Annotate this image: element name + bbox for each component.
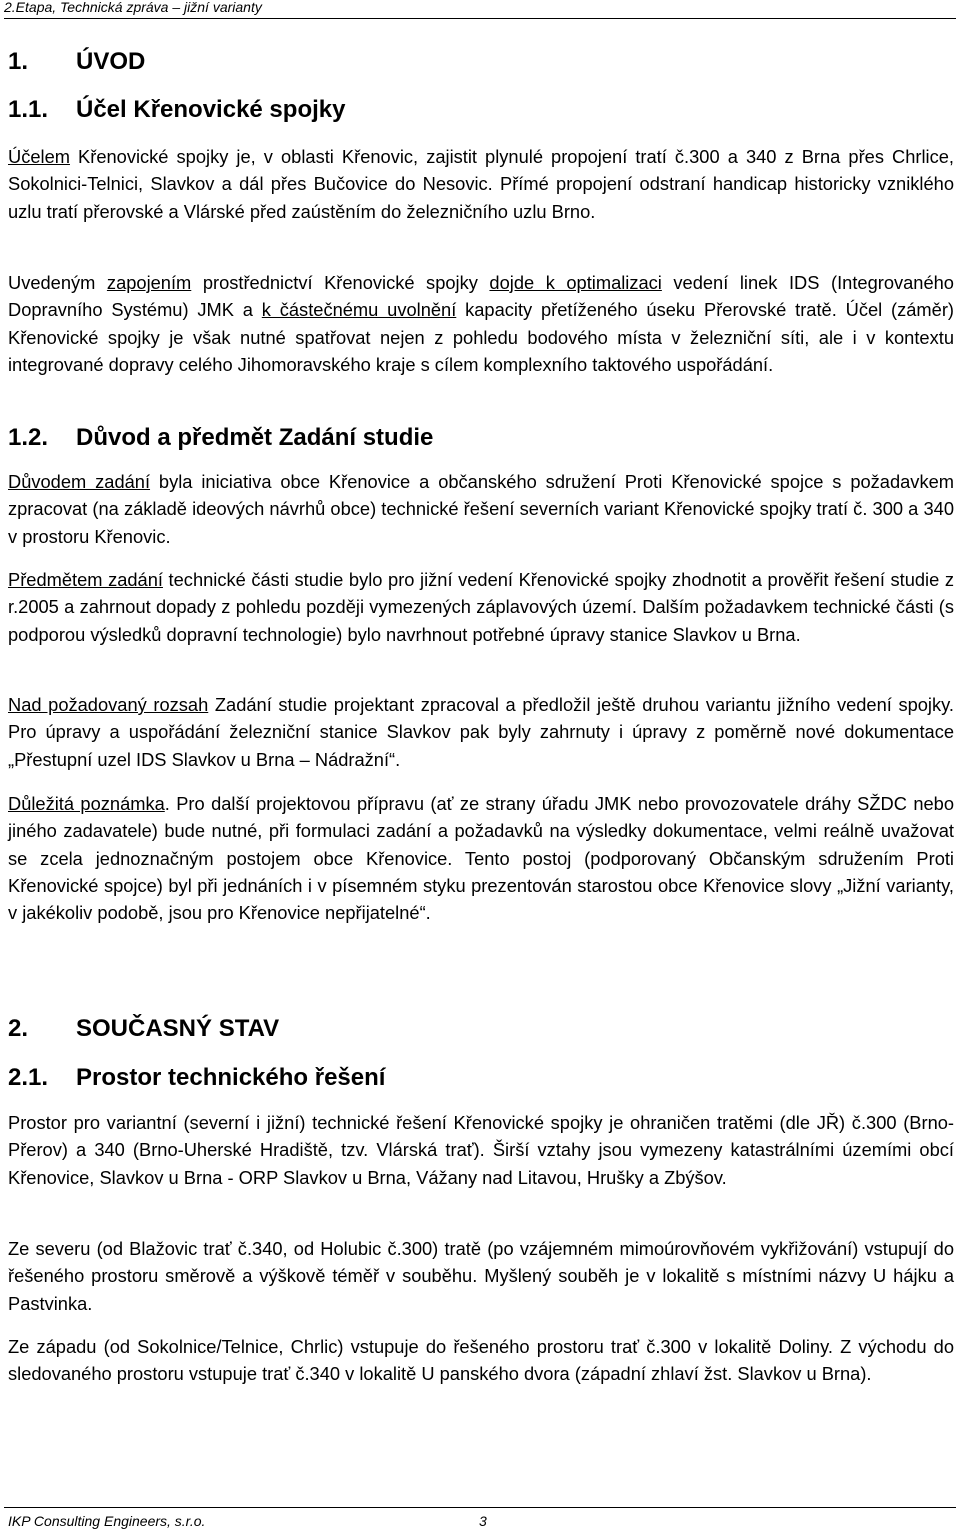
paragraph-text: Ze severu (od Blažovic trať č.340, od Holubic č.300) tratě (po vzájemném mimoúrovňovém vykřižování) vstupují do řešeného prostoru směrově a výškově téměř v souběhu. Myšlený souběh je v lokalitě s místními názvy U hájku a Pastvinka. [8, 1238, 954, 1314]
section-number: 1.2. [8, 424, 49, 451]
footer-company: IKP Consulting Engineers, s.r.o. [8, 1513, 206, 1529]
paragraph-text: technické části studie bylo pro jižní vedení Křenovické spojky zhodnotit a prověřit řešení studie z r.2005 a zahrnout dopady z pohledu později vymezených záplavových území. Dalším požadavkem technické části (s podporou výsledků dopravní technologie) bylo navrhnout potřebné úpravy stanice Slavkov u Brna. [8, 569, 954, 645]
paragraph-extra-scope [8, 691, 954, 773]
paragraph-text: kapacity přetíženého úseku Přerovské tratě. Účel (záměr) Křenovické spojky je však nutné spatřovat nejen z pohledu bodového místa v železniční síti, ale i v kontextu integrované dopravy celého Jihomoravského kraje s cílem komplexního taktového uspořádání. [8, 299, 955, 375]
paragraph-text: Prostor pro variantní (severní i jižní) technické řešení Křenovické spojky je ohraničen tratěmi (dle JŘ) č.300 (Brno-Přerov) a 340 (Brno-Uherské Hradiště, tzv. Vlárská trať). Širší vztahy jsou vymezeny katastrálními územími obcí Křenovice, Slavkov u Brna - ORP Slavkov u Brna, Vážany nad Litavou, Hrušky a Zbýšov. [8, 1112, 954, 1188]
paragraph-subject [8, 566, 954, 648]
paragraph-area [8, 1109, 954, 1191]
underlined-term: Nad požadovaný rozsah [8, 694, 209, 715]
paragraph-purpose [8, 143, 954, 225]
section-number: 1. [8, 48, 29, 75]
section-title: ÚVOD [76, 48, 146, 75]
section-title: Prostor technického řešení [76, 1064, 386, 1091]
underlined-term: Předmětem zadání [8, 569, 163, 590]
section-title: SOUČASNÝ STAV [76, 1015, 280, 1042]
paragraph-text: byla iniciativa obce Křenovice a občanského sdružení Proti Křenovické spojce s požadavkem zpracovat (na základě ideových návrhů obce) technické řešení severních variant Křenovické spojky tratí č. 300 a 340 v prostoru Křenovic. [8, 471, 954, 547]
section-1-1-heading [8, 96, 345, 124]
underlined-term: k částečnému uvolnění [261, 299, 457, 321]
paragraph-north [8, 1235, 954, 1317]
underlined-term: Důvodem zadání [8, 471, 151, 492]
paragraph-important-note [8, 790, 954, 926]
section-title: Účel Křenovické spojky [76, 96, 346, 123]
underlined-term: Důležitá poznámka [8, 793, 165, 814]
paragraph-reason [8, 468, 954, 550]
section-number: 2.1. [8, 1064, 49, 1091]
paragraph-text: Uvedeným [8, 272, 107, 293]
page-footer [4, 1507, 956, 1529]
section-number: 1.1. [8, 96, 49, 123]
section-1-2-heading [8, 424, 433, 452]
paragraph-text: Zadání studie projektant zpracoval a předložil ještě druhou variantu jižního vedení spojky. Pro úpravy a uspořádání železniční stanice Slavkov pak byly zahrnuty i úpravy z poměrně nové dokumentace „Přestupní uzel IDS Slavkov u Brna – Nádražní“. [8, 694, 954, 770]
paragraph-text: vedení linek IDS (Integrovaného Dopravního Systému) JMK a [8, 272, 954, 321]
paragraph-text: Ze západu (od Sokolnice/Telnice, Chrlic) vstupuje do řešeného prostoru trať č.300 v lokalitě Doliny. Z východu do sledovaného prostoru vstupuje trať č.340 v lokalitě U panského dvora (západní zhlaví žst. Slavkov u Brna). [8, 1336, 954, 1385]
underlined-term: zapojením [106, 272, 192, 293]
section-number: 2. [8, 1015, 29, 1042]
paragraph-west-east [8, 1333, 954, 1388]
paragraph-text: . Pro další projektovou přípravu (ať ze strany úřadu JMK nebo provozovatele dráhy SŽDC nebo jiného zadavatele) bude nutné, při formulaci zadání a požadavků na výsledky dokumentace, velmi reálně uvažovat se zcela jednoznačným postojem obce Křenovice. Tento postoj (podporovaný Občanským sdružením Proti Křenovické spojce) byl při jednáních i v písemném styku prezentován starostou obce Křenovice slovy „Jižní varianty, v jakékoliv podobě, jsou pro Křenovice nepřijatelné“. [8, 793, 954, 924]
underlined-term: dojde k optimalizaci [489, 272, 662, 293]
page-number: 3 [479, 1513, 487, 1529]
underlined-term: Účelem [8, 146, 70, 167]
paragraph-integration [8, 269, 954, 378]
section-2-heading [8, 1015, 279, 1043]
page-header [4, 0, 956, 19]
header-text: 2.Etapa, Technická zpráva – jižní varianty [4, 0, 262, 15]
paragraph-text: Křenovické spojky je, v oblasti Křenovic, zajistit plynulé propojení tratí č.300 a 340 z Brna přes Chrlice, Sokolnici-Telnici, Slavkov a dál přes Bučovice do Nesovic. Přímé propojení odstraní handicap historicky vzniklého uzlu tratí přerovské a Vlárské před zaústěním do železničního uzlu Brno. [8, 146, 954, 222]
section-title: Důvod a předmět Zadání studie [76, 424, 434, 451]
section-2-1-heading [8, 1064, 385, 1092]
section-1-heading [8, 48, 145, 76]
paragraph-text: prostřednictví Křenovické spojky [191, 272, 490, 293]
